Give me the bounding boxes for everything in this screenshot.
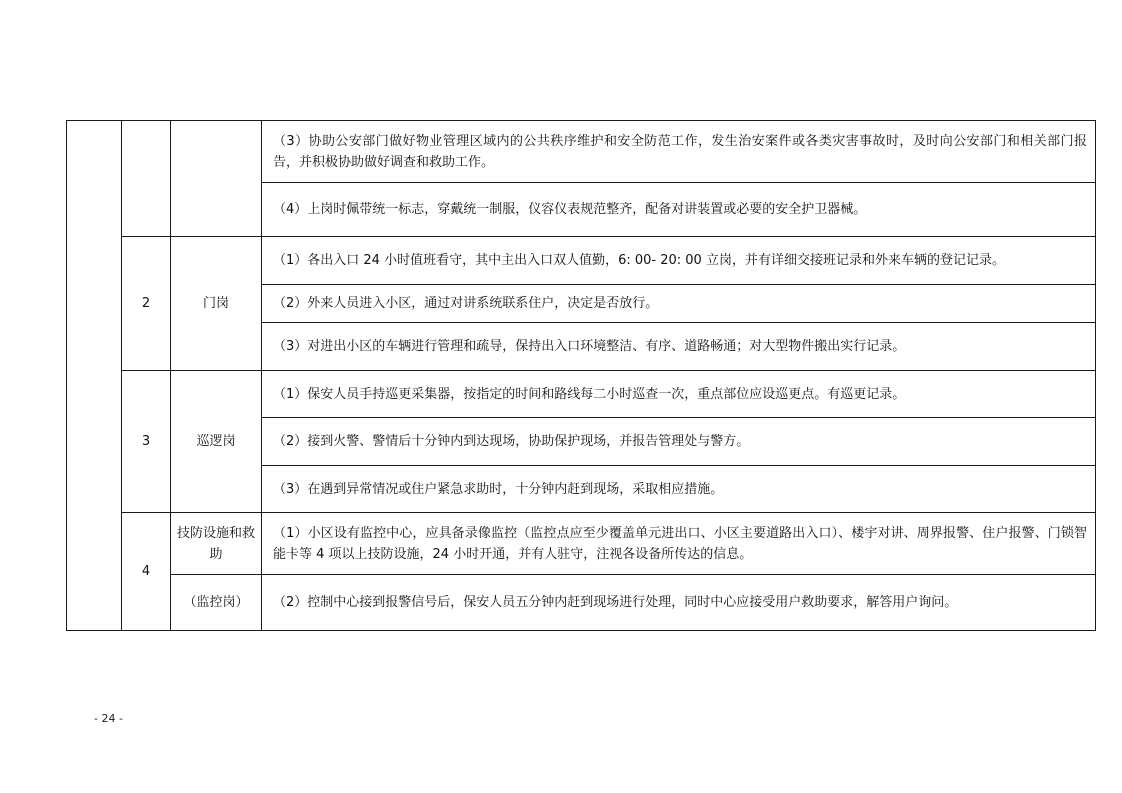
table-row: [67, 371, 1096, 418]
duty-table: [66, 120, 1096, 631]
table-row: [67, 575, 1096, 631]
requirement-cell: （3）协助公安部门做好物业管理区域内的公共秩序维护和安全防范工作，发生治安案件或各类灾害事故时，及时向公安部门和相关部门报告，并积极协助做好调查和救助工作。: [262, 121, 1096, 183]
number-cell: [122, 121, 171, 237]
requirement-cell: （2）外来人员进入小区，通过对讲系统联系住户，决定是否放行。: [262, 285, 1096, 323]
requirement-cell: （2）控制中心接到报警信号后，保安人员五分钟内赶到现场进行处理，同时中心应接受用户救助要求，解答用户询问。: [262, 575, 1096, 631]
requirement-cell: （3）在遇到异常情况或住户紧急求助时，十分钟内赶到现场，采取相应措施。: [262, 466, 1096, 513]
category-cell: [67, 121, 122, 631]
page-number: - 24 -: [94, 712, 123, 725]
requirement-cell: （2）接到火警、警情后十分钟内到达现场，协助保护现场，并报告管理处与警方。: [262, 418, 1096, 466]
table-row: [67, 237, 1096, 285]
requirement-cell: （1）保安人员手持巡更采集器，按指定的时间和路线每二小时巡查一次，重点部位应设巡更点。有巡更记录。: [262, 371, 1096, 418]
requirement-cell: （1）各出入口 24 小时值班看守，其中主出入口双人值勤，6: 00- 20: 00 立岗，并有详细交接班记录和外来车辆的登记记录。: [262, 237, 1096, 285]
post-cell: 门岗: [171, 237, 262, 371]
table-row: [67, 513, 1096, 575]
post-cell: [171, 121, 262, 237]
number-cell: 2: [122, 237, 171, 371]
number-cell: 3: [122, 371, 171, 513]
post-cell: 技防设施和救助: [171, 513, 262, 575]
post-cell: 巡逻岗: [171, 371, 262, 513]
post-cell: （监控岗）: [171, 575, 262, 631]
table-row: [67, 121, 1096, 183]
requirement-cell: （4）上岗时佩带统一标志，穿戴统一制服，仪容仪表规范整齐，配备对讲装置或必要的安全护卫器械。: [262, 183, 1096, 237]
requirement-cell: （3）对进出小区的车辆进行管理和疏导，保持出入口环境整洁、有序、道路畅通；对大型物件搬出实行记录。: [262, 323, 1096, 371]
number-cell: 4: [122, 513, 171, 631]
requirement-cell: （1）小区设有监控中心，应具备录像监控（监控点应至少覆盖单元进出口、小区主要道路出入口）、楼宇对讲、周界报警、住户报警、门锁智能卡等 4 项以上技防设施，24 小时开通，并有人驻守，注视各设备所传达的信息。: [262, 513, 1096, 575]
